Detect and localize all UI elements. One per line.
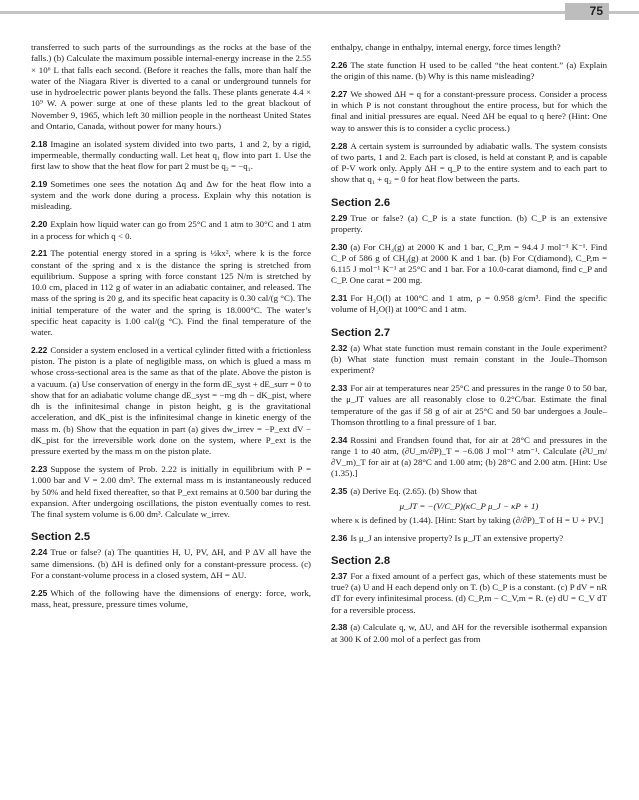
right-column bbox=[331, 42, 607, 652]
problem-number: 2.33 bbox=[331, 383, 348, 394]
paragraph: enthalpy, change in enthalpy, internal energy, force times length? bbox=[331, 42, 561, 52]
problem-2-25 bbox=[31, 588, 311, 611]
problem-number: 2.23 bbox=[31, 464, 48, 475]
problem-number: 2.20 bbox=[31, 219, 48, 230]
problem-text: For air at temperatures near 25°C and pressures in the range 0 to 50 bar, the μ_JT values are all reasonably close to 0.2°C/bar. Estimate the final temperature of the gas if 58 g of air at 25°C and 50 bar undergoes a Joule–Thomson throttling to a final pressure of 1 bar. bbox=[331, 383, 607, 427]
problem-2-19 bbox=[31, 179, 311, 213]
problem-number: 2.32 bbox=[331, 342, 348, 353]
problem-2-33 bbox=[331, 383, 607, 428]
problem-number: 2.18 bbox=[31, 138, 48, 149]
problem-number: 2.30 bbox=[331, 241, 348, 252]
section-heading: Section 2.7 bbox=[331, 326, 391, 339]
paragraph: where κ is defined by (1.44). [Hint: Start by taking (∂/∂P)_T of H = U + PV.] bbox=[331, 514, 604, 525]
problem-text: The potential energy stored in a spring is ½kx², where k is the force constant of the spring and x is the distance the spring is stretched from equilibrium. Suppose a spring with force constant 125 N/m is stretched by 10.0 cm, placed in 112 g of water in an adiabatic container, and released. The mass of the spring is 20 g, and its specific heat capacity is 0.30 cal/(g °C). The initial temperature of the water and the spring is 18.000°C. The water’s specific heat capacity is 1.00 cal/(g °C). Find the final temperature of the water. bbox=[31, 248, 311, 338]
problem-2-21 bbox=[31, 248, 311, 338]
problem-text: Is μ_J an intensive property? Is μ_JT an extensive property? bbox=[350, 532, 564, 543]
problem-number: 2.26 bbox=[331, 59, 348, 70]
left-column bbox=[31, 42, 311, 617]
problem-2-34 bbox=[331, 435, 607, 480]
problem-text: True or false? (a) C_P is a state function. (b) C_P is an extensive property. bbox=[331, 212, 607, 234]
problem-2-20 bbox=[31, 219, 311, 242]
problem-number: 2.36 bbox=[331, 532, 348, 543]
section-heading: Section 2.5 bbox=[31, 531, 91, 544]
problem-number: 2.37 bbox=[331, 570, 348, 581]
problem-number: 2.31 bbox=[331, 293, 348, 304]
problem-text: Consider a system enclosed in a vertical cylinder fitted with a frictionless piston. The piston is a plate of negligible mass, on which is glued a mass m whose cross-sectional area is the same as that of the plate. Above the piston is a vacuum. (a) Use conservation of energy in the form dE_syst + dE_surr = 0 to show that for an adiabatic volume change dE_syst = −mg dh − dK_pist, where dh is the infinitesimal change in piston height, g is the gravitational acceleration, and dK_pist is the infinitesimal change in kinetic energy of the mass m. (b) Show that the equation in part (a) gives dw_irrev = −P_ext dV − dK_pist for the irreversible work done on the system, where P_ext is the pressure exerted by the mass m on the piston plate. bbox=[31, 344, 311, 457]
problem-number: 2.24 bbox=[31, 547, 48, 558]
problem-text: For H₂O(l) at 100°C and 1 atm, ρ = 0.958 g/cm³. Find the specific volume of H₂O(l) at 100°C and 1 atm. bbox=[331, 293, 607, 315]
problem-2-24 bbox=[31, 547, 311, 581]
problem-text: A certain system is surrounded by adiabatic walls. The system consists of two parts, 1 and 2. Each part is closed, is held at constant P, and is capable of P-V work only. Apply ΔH = q_P to the entire system and to each part to show that q₁ + q₂ = 0 for heat flow between the parts. bbox=[331, 140, 607, 185]
header-rule bbox=[0, 11, 639, 14]
problem-2-36 bbox=[331, 533, 607, 544]
problem-text: (a) For CH₄(g) at 2000 K and 1 bar, C_P,m = 94.4 J mol⁻¹ K⁻¹. Find C_P of 586 g of CH₄(g) at 2000 K and 1 bar. (b) For C(diamond), C_P,m = 6.115 J mol⁻¹ K⁻¹ at 25°C and 1 bar. For a 10.0-carat diamond, find c_P and C_P. One carat = 200 mg. bbox=[331, 241, 607, 286]
problem-text: (a) Derive Eq. (2.65). (b) Show that bbox=[350, 486, 477, 497]
problem-2-29 bbox=[331, 213, 607, 236]
problem-number: 2.29 bbox=[331, 212, 348, 223]
problem-2-28 bbox=[331, 141, 607, 186]
problem-2-35 bbox=[331, 486, 607, 497]
problem-text: Which of the following have the dimensions of energy: force, work, mass, heat, pressure, pressure times volume, bbox=[31, 587, 311, 609]
problem-2-30 bbox=[331, 242, 607, 287]
problem-2-38 bbox=[331, 622, 607, 645]
problem-number: 2.38 bbox=[331, 622, 348, 633]
problem-2-22 bbox=[31, 345, 311, 458]
section-heading: Section 2.8 bbox=[331, 554, 391, 567]
problem-text: Explain how liquid water can go from 25°C and 1 atm to 30°C and 1 atm in a process for which q < 0. bbox=[31, 219, 311, 241]
problem-number: 2.34 bbox=[331, 434, 348, 445]
problem-2-23 bbox=[31, 464, 311, 520]
problem-number: 2.35 bbox=[331, 486, 348, 497]
problem-number: 2.21 bbox=[31, 248, 48, 259]
problem-number: 2.28 bbox=[331, 140, 348, 151]
page-number: 75 bbox=[565, 3, 609, 20]
problem-text: (a) Calculate q, w, ΔU, and ΔH for the reversible isothermal expansion at 300 K of 2.00 mol of a perfect gas from bbox=[331, 622, 607, 644]
problem-number: 2.27 bbox=[331, 88, 348, 99]
problem-text: Sometimes one sees the notation Δq and Δw for the heat flow into a system and the work done during a process. Explain why this notation is misleading. bbox=[31, 178, 311, 212]
equation: μ_JT = −(V/C_P)(κC_P μ_J − κP + 1) bbox=[399, 500, 539, 511]
problem-2-37 bbox=[331, 571, 607, 616]
problem-2-31 bbox=[331, 293, 607, 316]
problem-text: Suppose the system of Prob. 2.22 is initially in equilibrium with P = 1.000 bar and V = 2.00 dm³. The external mass m is instantaneously reduced by 50% and held fixed thereafter, so that P_ext remains at 0.500 bar during the expansion. After undergoing oscillations, the piston eventually comes to rest. The final system volume is 6.00 dm³. Calculate w_irrev. bbox=[31, 464, 311, 520]
page-header bbox=[0, 0, 639, 24]
problem-2-18 bbox=[31, 139, 311, 173]
section-heading: Section 2.6 bbox=[331, 196, 391, 209]
problem-text: True or false? (a) The quantities H, U, PV, ΔH, and P ΔV all have the same dimensions. (b) ΔH is defined only for a constant-pressure process. (c) For a constant-volume process in a closed system, ΔH = ΔU. bbox=[31, 547, 311, 580]
problem-number: 2.22 bbox=[31, 344, 48, 355]
paragraph: transferred to such parts of the surroundings as the rocks at the base of the falls.) (b) Calculate the maximum possible internal-energy increase in the 2.55 × 10⁶ L that falls each second. (Before it reaches the falls, more than half the water of the Niagara River is diverted to a canal or underground tunnels for use in hydroelectric power plants beyond the falls. These plants generate 4.4 × 10⁹ W. A power surge at one of these plants led to the great blackout of November 9, 1965, which left 30 million people in the northeast United States and Ontario, Canada, without power for many hours.) bbox=[31, 42, 311, 131]
problem-text: (a) What state function must remain constant in the Joule experiment? (b) What state function must remain constant in the Joule–Thomson experiment? bbox=[331, 342, 607, 376]
problem-2-32 bbox=[331, 343, 607, 377]
problem-text: For a fixed amount of a perfect gas, which of these statements must be true? (a) U and H each depend only on T. (b) C_P is a constant. (c) P dV = nR dT for every infinitesimal process. (d) C_P,m − C_V,m = R. (e) dU = C_V dT for a reversible process. bbox=[331, 570, 607, 615]
problem-2-26 bbox=[331, 60, 607, 83]
problem-text: The state function H used to be called “the heat content.” (a) Explain the origin of this name. (b) Why is this name misleading? bbox=[331, 59, 607, 82]
problem-number: 2.25 bbox=[31, 587, 48, 598]
problem-text: We showed ΔH = q for a constant-pressure process. Consider a process in which P is not constant throughout the entire process, but for which the final and initial pressures are equal. Need ΔH be equal to q here? (Hint: One way to answer this is to consider a cyclic process.) bbox=[331, 88, 607, 133]
problem-text: Rossini and Frandsen found that, for air at 28°C and pressures in the range 1 to 40 atm, (∂U_m/∂P)_T = −6.08 J mol⁻¹ atm⁻¹. Calculate (∂U_m/∂V_m)_T for air at (a) 28°C and 1.00 atm; (b) 28°C and 2.00 atm. [Hint: Use (1.35).] bbox=[331, 434, 607, 479]
problem-2-27 bbox=[331, 89, 607, 134]
problem-number: 2.19 bbox=[31, 178, 48, 189]
problem-text: Imagine an isolated system divided into two parts, 1 and 2, by a rigid, impermeable, thermally conducting wall. Let heat q₁ flow into part 1. Use the first law to show that the heat flow for part 2 must be q₂ = −q₁. bbox=[31, 138, 311, 172]
